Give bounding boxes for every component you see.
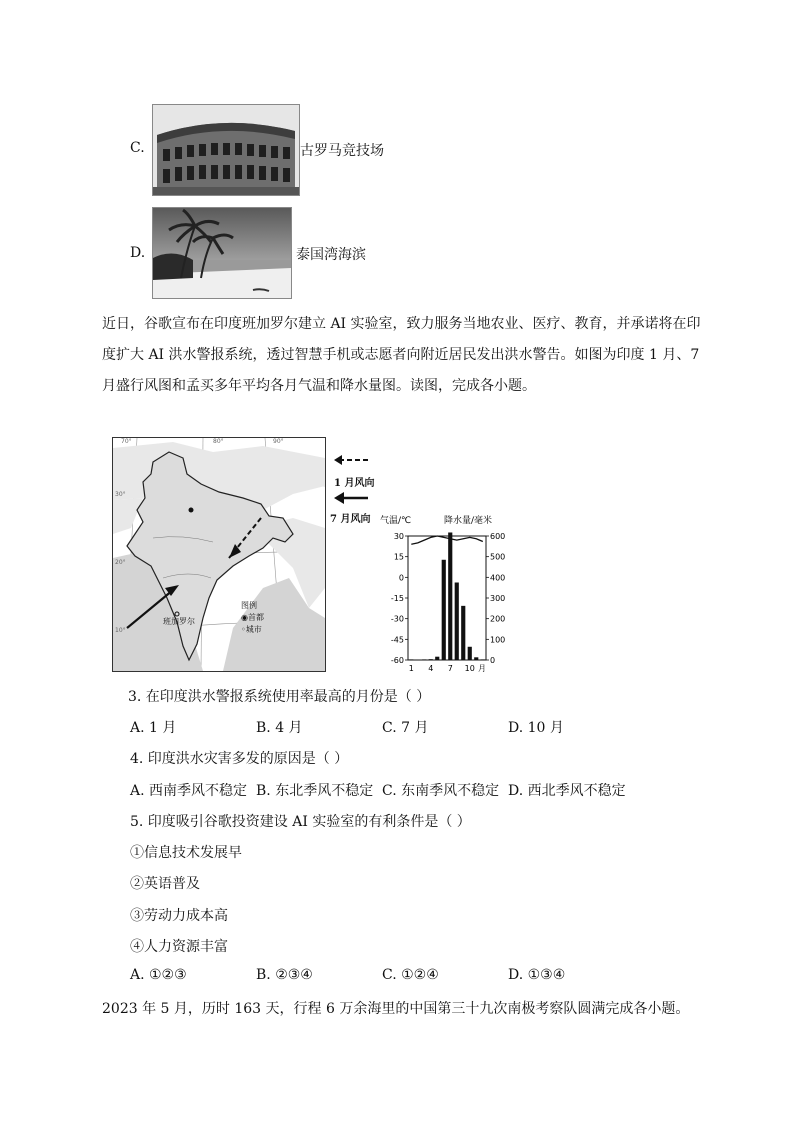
precipitation-bar — [429, 659, 433, 660]
climate-chart — [378, 512, 510, 677]
latitude-label: 20° — [115, 559, 126, 566]
right-tick-label: 0 — [490, 656, 496, 665]
precipitation-bar — [481, 659, 485, 660]
precipitation-bar — [422, 659, 426, 660]
chart-plot-area — [408, 536, 486, 660]
precipitation-bar — [474, 657, 478, 660]
precipitation-bar — [461, 606, 465, 660]
left-tick-label: -60 — [390, 656, 404, 665]
answer-option-b[interactable]: B. 4 月 — [256, 720, 303, 736]
question-stem: 5. 印度吸引谷歌投资建设 AI 实验室的有利条件是（ ） — [130, 814, 471, 830]
answer-option-c[interactable]: C. 东南季风不稳定 — [382, 783, 500, 799]
right-tick-label: 200 — [490, 614, 506, 624]
answer-option-c[interactable]: C. ①②④ — [382, 967, 439, 983]
right-tick-label: 300 — [490, 594, 506, 603]
statement-item: ①信息技术发展早 — [130, 845, 242, 861]
temperature-line — [411, 536, 483, 544]
statement-item: ④人力资源丰富 — [130, 939, 228, 955]
precipitation-bar — [409, 659, 413, 660]
right-axis-label: 降水量/毫米 — [444, 516, 493, 526]
answer-option-d[interactable]: D. ①③④ — [508, 967, 566, 983]
x-axis-label: 月 — [478, 664, 486, 673]
answer-option-d[interactable]: D. 10 月 — [508, 720, 564, 736]
india-wind-map — [112, 437, 326, 672]
precipitation-bar — [435, 657, 439, 660]
question-stem: 3. 在印度洪水警报系统使用率最高的月份是（ ） — [128, 689, 431, 705]
precipitation-bar — [448, 532, 452, 660]
latitude-label: 10° — [115, 627, 126, 634]
jan-wind-label: 1 月风向 — [334, 478, 375, 489]
jul-wind-label: 7 月风向 — [330, 514, 371, 525]
intro-line: 度扩大 AI 洪水警报系统，透过智慧手机或志愿者向附近居民发出洪水警告。如图为印度 1 月、7 — [102, 347, 700, 363]
option-letter: C. — [130, 140, 145, 156]
statement-item: ②英语普及 — [130, 876, 200, 892]
x-tick-label: 10 — [464, 664, 475, 673]
longitude-label: 90° — [273, 438, 284, 445]
left-tick-label: 0 — [398, 573, 404, 583]
answer-option-d[interactable]: D. 西北季风不稳定 — [508, 783, 626, 799]
option-caption: 泰国湾海滨 — [296, 247, 366, 263]
answer-option-a[interactable]: A. 西南季风不稳定 — [130, 783, 248, 799]
question-stem: 4. 印度洪水灾害多发的原因是（ ） — [130, 751, 349, 767]
longitude-label: 80° — [213, 438, 224, 445]
legend-city: ◦城市 — [241, 625, 262, 634]
left-tick-label: -15 — [390, 594, 404, 603]
right-tick-label: 600 — [490, 532, 506, 541]
answer-option-a[interactable]: A. ①②③ — [130, 967, 187, 983]
left-tick-label: -45 — [390, 635, 404, 645]
intro-line: 近日，谷歌宣布在印度班加罗尔建立 AI 实验室，致力服务当地农业、医疗、教育，并承诺将在印 — [102, 316, 701, 332]
answer-option-b[interactable]: B. ②③④ — [256, 967, 313, 983]
answer-option-c[interactable]: C. 7 月 — [382, 720, 429, 736]
x-tick-label: 1 — [408, 664, 414, 673]
right-tick-label: 100 — [490, 635, 506, 645]
x-tick-label: 4 — [428, 664, 434, 673]
answer-option-a[interactable]: A. 1 月 — [130, 720, 177, 736]
left-axis-label: 气温/℃ — [380, 516, 412, 526]
precipitation-bar — [455, 583, 459, 661]
latitude-label: 30° — [115, 491, 126, 498]
closing-paragraph: 2023 年 5 月，历时 163 天，行程 6 万余海里的中国第三十九次南极考察队圆满完成各小题。 — [102, 1001, 690, 1017]
legend-capital: ◉首都 — [241, 613, 264, 622]
x-tick-label: 7 — [447, 664, 453, 673]
left-tick-label: 30 — [393, 532, 404, 541]
option-caption: 古罗马竞技场 — [300, 143, 384, 159]
answer-option-b[interactable]: B. 东北季风不稳定 — [256, 783, 374, 799]
intro-line: 月盛行风图和孟买多年平均各月气温和降水量图。读图，完成各小题。 — [102, 378, 536, 394]
legend-title: 图例 — [241, 601, 257, 610]
longitude-label: 70° — [121, 438, 132, 445]
left-tick-label: 15 — [393, 552, 404, 562]
beach-palm-photo-icon — [152, 207, 292, 299]
right-tick-label: 400 — [490, 573, 506, 583]
precipitation-bar — [442, 560, 446, 660]
option-letter: D. — [130, 245, 146, 261]
colosseum-photo-icon — [152, 104, 300, 196]
statement-item: ③劳动力成本高 — [130, 908, 228, 924]
precipitation-bar — [468, 647, 472, 660]
left-tick-label: -30 — [390, 614, 404, 624]
right-tick-label: 500 — [490, 552, 506, 562]
city-label: 班加罗尔 — [163, 617, 195, 626]
